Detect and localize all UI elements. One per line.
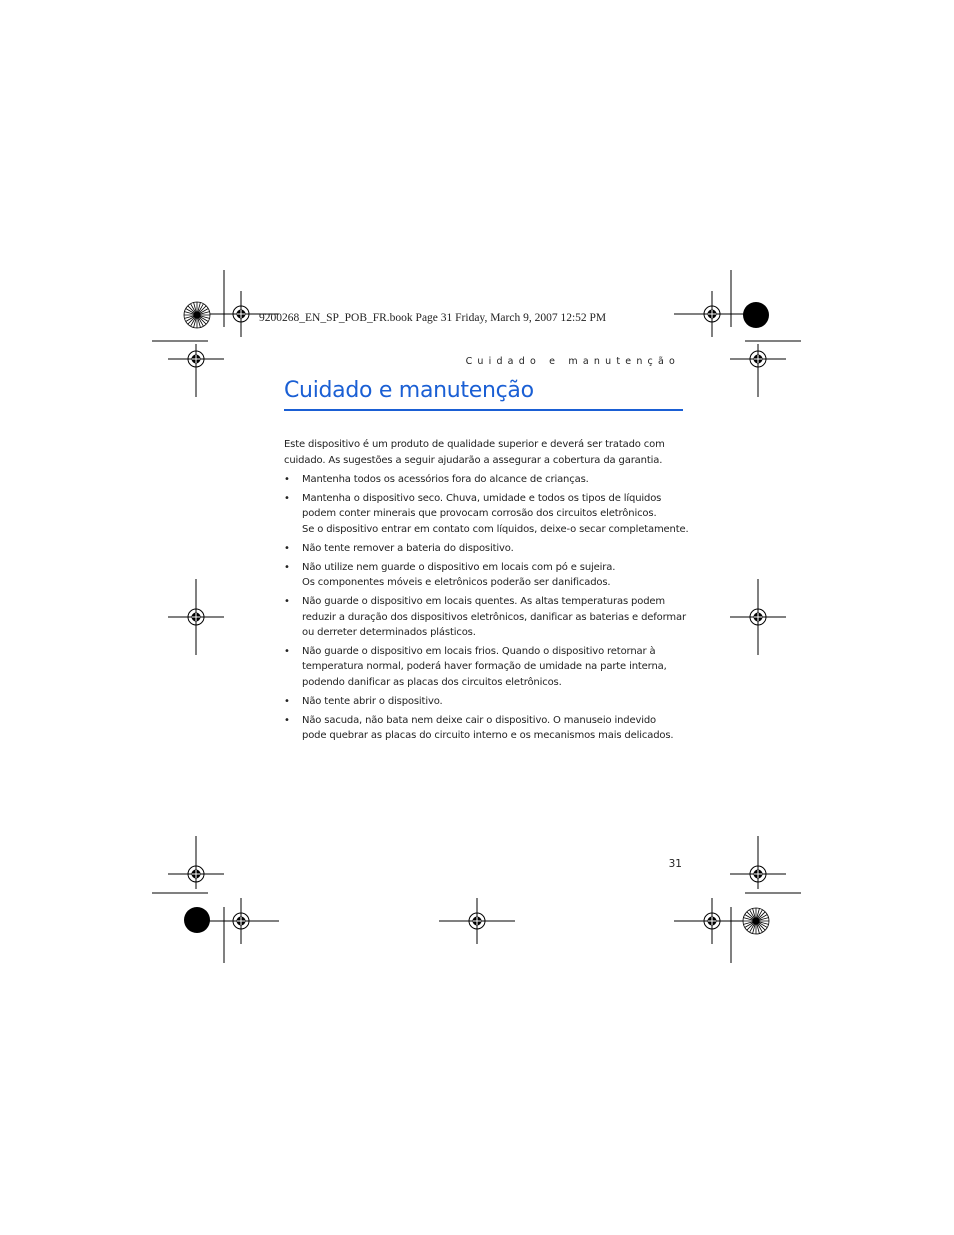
bullet-icon: • <box>284 492 290 504</box>
bullet-icon: • <box>284 645 290 657</box>
list-item-text: pode quebrar as placas do circuito interno e os mecanismos mais delicados. <box>302 730 674 742</box>
intro-line: Este dispositivo é um produto de qualidade superior e deverá ser tratado com <box>284 439 665 450</box>
list-item-text: Mantenha todos os acessórios fora do alcance de crianças. <box>302 474 589 485</box>
list-item <box>284 713 684 744</box>
list-item-text: Não guarde o dispositivo em locais frios. Quando o dispositivo retornar à <box>302 645 656 657</box>
page-number: 31 <box>668 858 682 870</box>
title-underline <box>284 409 683 411</box>
bullet-icon: • <box>284 542 290 554</box>
section-title: Cuidado e manutenção <box>284 378 534 403</box>
list-item-text: temperatura normal, poderá haver formação de umidade na parte interna, <box>302 661 667 673</box>
list-item-text: Não tente abrir o dispositivo. <box>302 695 443 707</box>
list-item-text: podem conter minerais que provocam corrosão dos circuitos eletrônicos. <box>302 508 657 520</box>
bullet-icon: • <box>284 474 290 485</box>
list-item <box>284 694 684 710</box>
bullet-icon: • <box>284 695 290 707</box>
bullet-icon: • <box>284 714 290 726</box>
running-header: Cuidado e manutenção <box>465 356 680 367</box>
list-item <box>284 560 684 591</box>
list-item-text: ou derreter determinados plásticos. <box>302 627 476 639</box>
list-item <box>284 472 684 488</box>
list-item-text: Não tente remover a bateria do dispositivo. <box>302 542 514 554</box>
care-tips-list <box>284 472 689 747</box>
list-item-text: Se o dispositivo entrar em contato com líquidos, deixe-o secar completamente. <box>302 523 689 535</box>
bullet-icon: • <box>284 561 290 573</box>
list-item-text: Não guarde o dispositivo em locais quentes. As altas temperaturas podem <box>302 596 665 608</box>
list-item <box>284 491 689 538</box>
intro-paragraph <box>284 437 684 468</box>
list-item-text: Não sacuda, não bata nem deixe cair o dispositivo. O manuseio indevido <box>302 714 657 726</box>
list-item-text: Mantenha o dispositivo seco. Chuva, umidade e todos os tipos de líquidos <box>302 492 662 504</box>
list-item <box>284 541 684 557</box>
list-item-text: Os componentes móveis e eletrônicos poderão ser danificados. <box>302 577 611 589</box>
bullet-icon: • <box>284 596 290 608</box>
list-item <box>284 594 684 641</box>
list-item <box>284 644 684 691</box>
intro-line: cuidado. As sugestões a seguir ajudarão a assegurar a cobertura da garantia. <box>284 454 663 466</box>
list-item-text: podendo danificar as placas dos circuitos eletrônicos. <box>302 676 562 688</box>
list-item-text: reduzir a duração dos dispositivos eletrônicos, danificar as baterias e deformar <box>302 611 686 623</box>
print-info-slug: 9200268_EN_SP_POB_FR.book Page 31 Friday, March 9, 2007 12:52 PM <box>259 312 607 324</box>
list-item-text: Não utilize nem guarde o dispositivo em locais com pó e sujeira. <box>302 561 616 573</box>
